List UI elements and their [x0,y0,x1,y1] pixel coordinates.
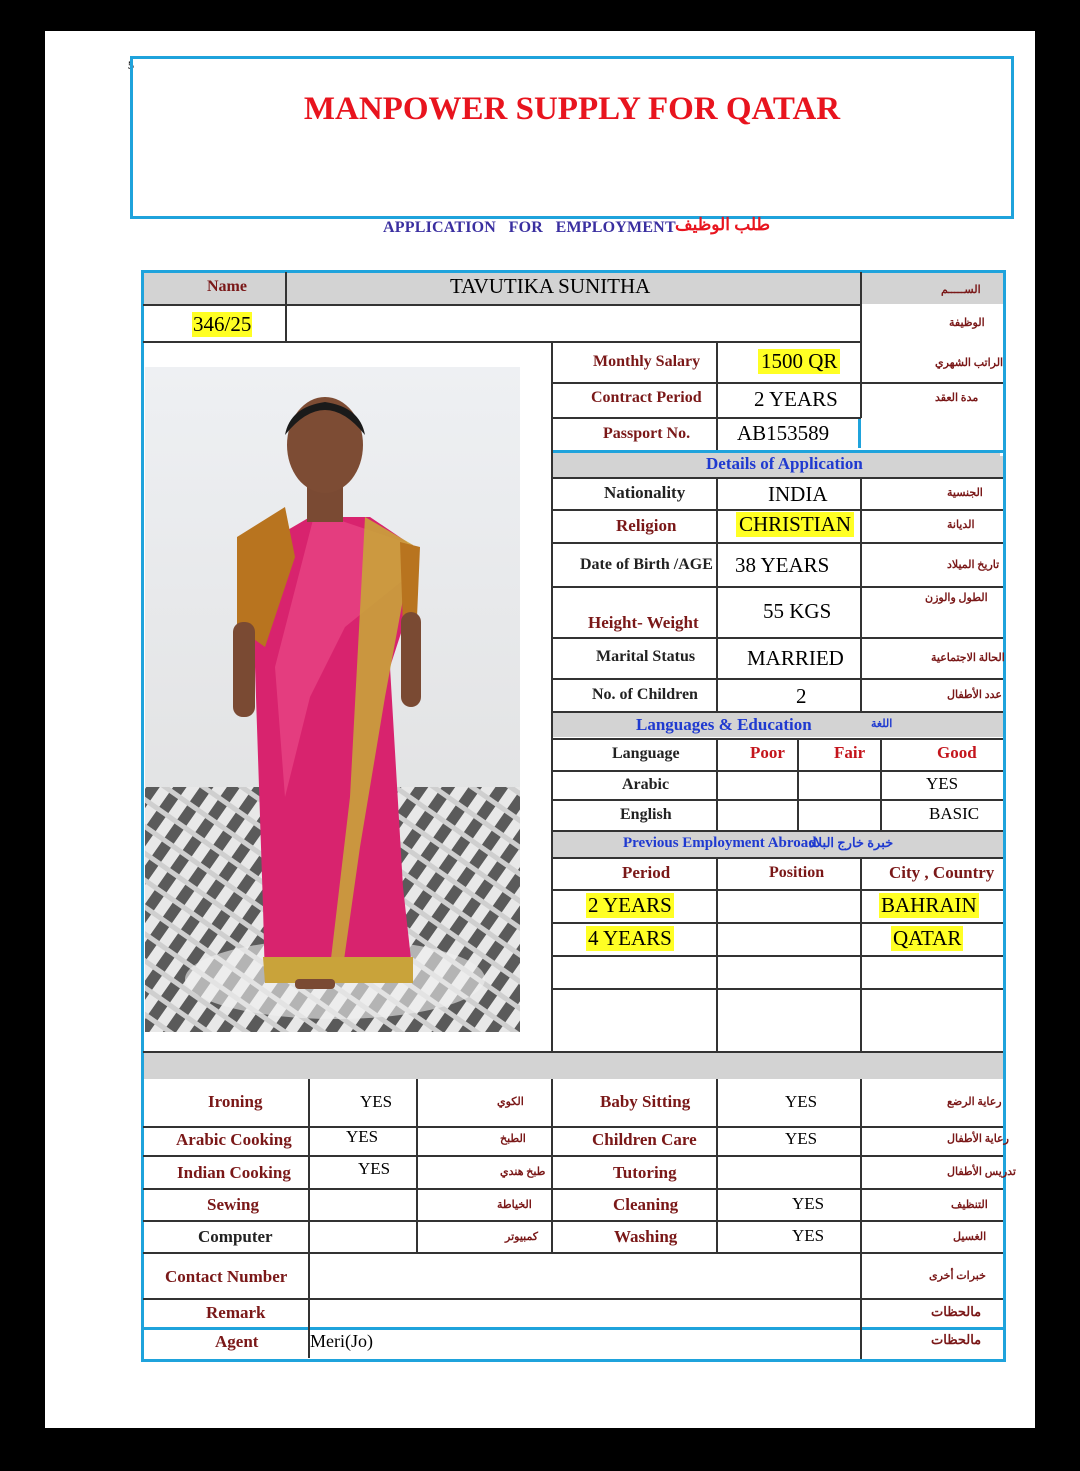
children-care-label: Children Care [592,1130,697,1149]
washing-ar: الغسيل [953,1231,987,1243]
agent-label: Agent [215,1332,259,1351]
name-label: Name [207,278,247,295]
name-value: TAVUTIKA SUNITHA [450,274,651,298]
agent-ar: مالحظات [931,1332,982,1347]
reference-number: 346/25 [193,312,252,336]
cleaning-label: Cleaning [613,1195,679,1214]
dob-value: 38 YEARS [735,553,830,577]
contract-period-label: Contract Period [591,389,702,406]
dob-label: Date of Birth /AGE [580,556,713,573]
tutoring-ar: تدريس الأطفال [947,1166,1016,1178]
computer-label: Computer [198,1227,273,1246]
nationality-label: Nationality [604,483,686,502]
tutoring-label: Tutoring [613,1163,677,1182]
remark-label: Remark [206,1303,266,1322]
languages-title: Languages & Education [636,715,812,734]
religion-ar: الديانة [947,519,975,531]
height-weight-value: 55 KGS [763,599,832,623]
washing-value: YES [792,1226,825,1245]
children-label: No. of Children [592,686,698,703]
height-weight-label: Height- Weight [588,613,699,632]
religion-label: Religion [616,516,677,535]
indian-cooking-ar: طبخ هندي [500,1166,546,1178]
arabic-cooking-label: Arabic Cooking [176,1130,292,1149]
marital-status-value: MARRIED [747,646,844,670]
poor-header: Poor [750,743,785,762]
marital-status-label: Marital Status [596,648,696,665]
monthly-salary-value: 1500 QR [758,349,840,374]
contact-number-ar: خبرات أخرى [929,1270,986,1282]
name-label-ar: الســـــم [941,284,981,296]
fair-header: Fair [834,743,866,762]
period-header: Period [622,863,671,882]
cleaning-value: YES [792,1194,825,1213]
remark-ar: مالحظات [931,1304,982,1319]
contract-period-ar: مدة العقد [935,392,979,404]
language-english: English [620,806,672,823]
baby-sitting-value: YES [785,1092,818,1111]
contract-period-value: 2 YEARS [754,387,838,411]
cleaning-ar: التنظيف [951,1199,988,1211]
passport-label: Passport No. [603,425,691,442]
contact-number-label: Contact Number [165,1267,288,1286]
employment-period-2: 4 YEARS [588,926,672,950]
employment-title: Previous Employment Abroad [623,835,817,851]
baby-sitting-label: Baby Sitting [600,1092,691,1111]
subtitle-arabic: طلب الوظيف [675,215,771,234]
ironing-label: Ironing [208,1092,263,1111]
baby-sitting-ar: رعاية الرضع [947,1096,1002,1108]
applicant-photo-illustration [145,367,520,1032]
subtitle-english: APPLICATION FOR EMPLOYMENT [383,219,676,236]
passport-blue-edge [858,418,861,448]
employment-country-1: BAHRAIN [881,893,977,917]
height-weight-ar: الطول والوزن [925,592,988,604]
header-box [130,56,1014,219]
sewing-label: Sewing [207,1195,259,1214]
ironing-ar: الكوي [497,1096,524,1108]
computer-ar: كمبيوتر [505,1231,539,1243]
indian-cooking-label: Indian Cooking [177,1163,291,1182]
children-care-ar: رعاية الأطفال [947,1133,1009,1145]
application-form-page [45,31,1035,1428]
children-care-value: YES [785,1129,818,1148]
children-value: 2 [796,684,807,708]
employment-country-2: QATAR [893,926,962,950]
applicant-photo [145,367,520,1032]
monthly-salary-ar: الراتب الشهري [935,357,1004,369]
ironing-value: YES [360,1092,393,1111]
country-header: City , Country [889,863,995,882]
header-title: MANPOWER SUPPLY FOR QATAR [303,91,841,127]
indian-cooking-value: YES [358,1159,391,1178]
arabic-cooking-ar: الطبخ [500,1133,526,1145]
page-number: 5 [128,58,134,72]
nationality-value: INDIA [768,482,828,506]
languages-title-ar: اللغة [871,718,893,730]
good-header: Good [937,743,977,762]
language-arabic: Arabic [622,776,670,793]
monthly-salary-label: Monthly Salary [593,353,701,370]
agent-row-frame [141,1327,1006,1362]
religion-cell [736,512,858,539]
dob-ar: تاريخ الميلاد [947,559,1000,571]
language-english-good: BASIC [929,804,980,823]
religion-value: CHRISTIAN [736,512,854,537]
passport-value: AB153589 [737,421,830,445]
position-header: Position [769,864,825,881]
language-header: Language [612,745,680,762]
children-ar: عدد الأطفال [947,689,1002,701]
employment-title-ar: خبرة خارج البلاد [809,835,894,850]
details-section-title: Details of Application [706,454,863,473]
agent-value: Meri(Jo) [310,1331,373,1351]
position-label-ar: الوظيفة [949,317,985,329]
washing-label: Washing [614,1227,678,1246]
employment-period-1: 2 YEARS [588,893,672,917]
nationality-ar: الجنسية [947,487,983,499]
sewing-ar: الخياطة [497,1199,532,1211]
skills-left-blue [141,1053,144,1327]
arabic-cooking-value: YES [346,1127,379,1146]
marital-status-ar: الحالة الاجتماعية [931,652,1005,664]
language-arabic-good: YES [926,774,959,793]
